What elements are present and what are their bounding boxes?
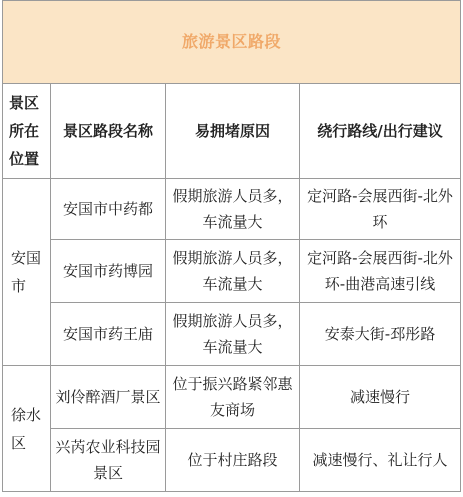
advice-cell: 减速慢行 [300,366,461,429]
advice-cell: 定河路-会展西街-北外环 [300,179,461,240]
reason-cell: 假期旅游人员多，车流量大 [166,303,300,366]
site-name-cell: 安国市药博园 [51,240,166,303]
reason-cell: 假期旅游人员多，车流量大 [166,179,300,240]
site-name-cell: 兴芮农业科技园景区 [51,429,166,492]
advice-cell: 安泰大街-邳彤路 [300,303,461,366]
location-cell: 徐水区 [3,366,51,492]
advice-cell: 减速慢行、礼让行人 [300,429,461,492]
site-name-cell: 安国市中药都 [51,179,166,240]
scenic-road-table [2,0,461,492]
site-name-cell: 刘伶醉酒厂景区 [51,366,166,429]
table-title: 旅游景区路段 [3,1,461,84]
header-advice: 绕行路线/出行建议 [300,84,461,179]
header-name: 景区路段名称 [51,84,166,179]
table-row [3,366,461,429]
reason-cell: 位于振兴路紧邻惠友商场 [166,366,300,429]
reason-cell: 假期旅游人员多，车流量大 [166,240,300,303]
reason-cell: 位于村庄路段 [166,429,300,492]
header-reason: 易拥堵原因 [166,84,300,179]
table-row [3,303,461,366]
location-cell: 安国市 [3,179,51,366]
table-row [3,240,461,303]
table-row [3,179,461,240]
table-row [3,429,461,492]
site-name-cell: 安国市药王庙 [51,303,166,366]
advice-cell: 定河路-会展西街-北外环-曲港高速引线 [300,240,461,303]
header-location: 景区所在位置 [3,84,51,179]
